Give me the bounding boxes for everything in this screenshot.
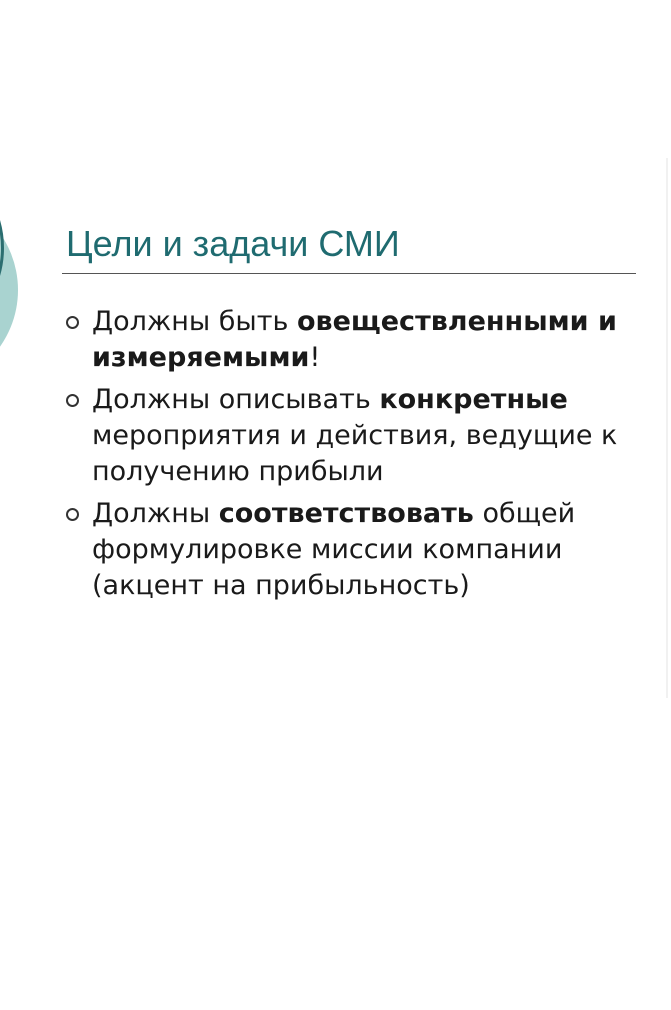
bullet-text-part: !	[309, 342, 321, 373]
bullet-text-part: Должны	[92, 498, 219, 529]
bullet-list	[66, 304, 626, 610]
bullet-text-part: Должны быть	[92, 306, 297, 337]
bullet-item-1	[66, 304, 626, 376]
bullet-text-bold: конкретные	[379, 384, 568, 415]
bullet-text-part: общей формулировке миссии компании (акцент на прибыльность)	[92, 498, 576, 601]
bullet-item-2	[66, 382, 626, 490]
bullet-text-bold: овеществленными и измеряемыми	[92, 306, 617, 373]
bullet-item-3	[66, 496, 626, 604]
hollow-circle-bullet-icon	[66, 394, 79, 407]
bullet-text	[92, 384, 617, 487]
slide-edge-line	[666, 158, 668, 698]
bullet-text-part: Должны описывать	[92, 384, 380, 415]
bullet-text	[92, 498, 575, 601]
title-divider	[62, 273, 636, 274]
decorative-circle	[0, 192, 18, 388]
bullet-text-bold: соответствовать	[218, 498, 474, 529]
hollow-circle-bullet-icon	[66, 508, 79, 521]
slide-title: Цели и задачи СМИ	[66, 223, 400, 264]
hollow-circle-bullet-icon	[66, 316, 79, 329]
bullet-text	[92, 306, 617, 373]
bullet-text-part: мероприятия и действия, ведущие к получению прибыли	[92, 420, 618, 487]
